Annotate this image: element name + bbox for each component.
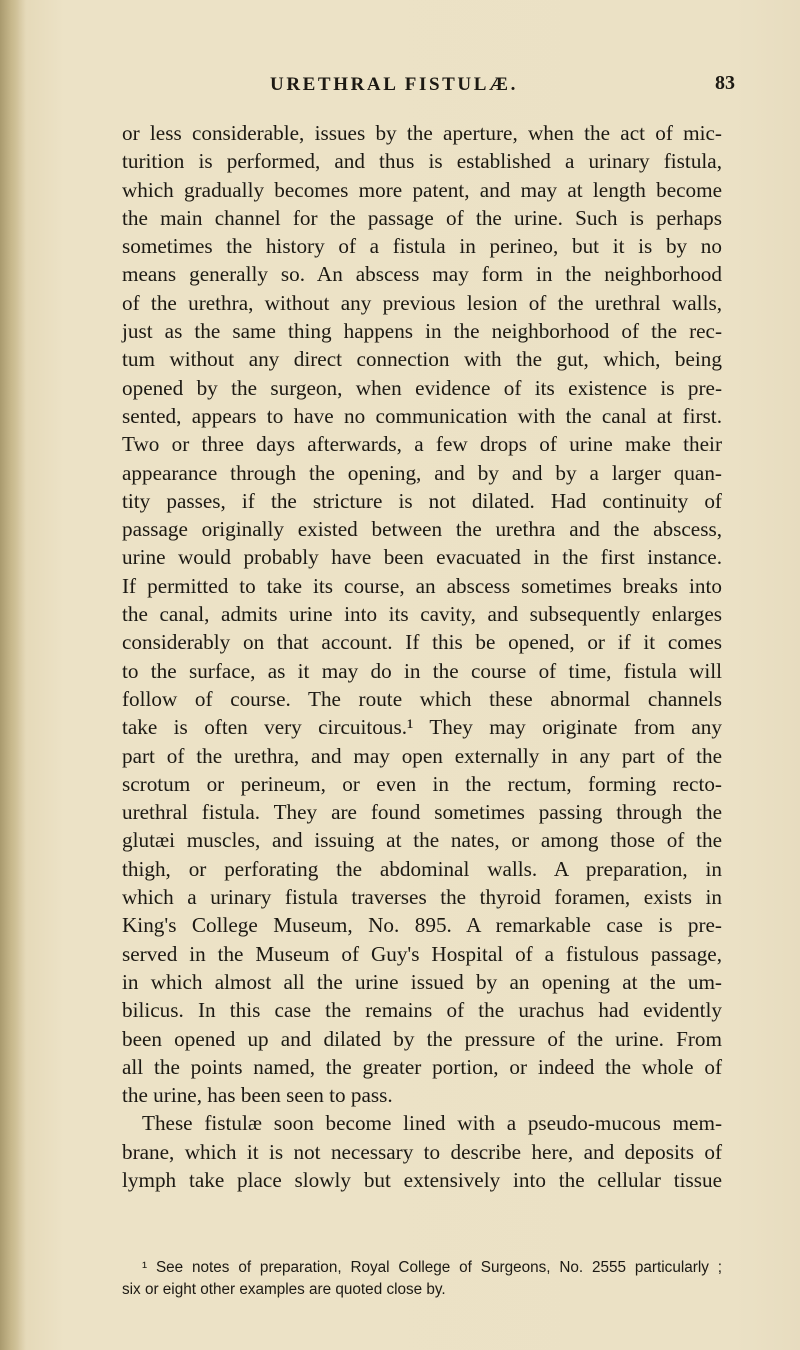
text-line: opened by the surgeon, when evidence of its existence is pre- [122, 375, 722, 400]
text-line: the canal, admits urine into its cavity, and subsequently enlarges [122, 602, 722, 627]
paragraph-start-line: These fistulæ soon become lined with a pseudo-mucous mem- [142, 1111, 722, 1136]
text-line: Two or three days afterwards, a few drops of urine make their [122, 432, 722, 457]
text-line: or less considerable, issues by the aperture, when the act of mic- [122, 121, 722, 145]
paragraph-end-line: the urine, has been seen to pass. [122, 1083, 393, 1108]
text-line: If permitted to take its course, an abscess sometimes breaks into [122, 573, 722, 598]
running-head [122, 0, 735, 110]
text-line: bilicus. In this case the remains of the urachus had evidently [122, 998, 722, 1023]
text-line: appearance through the opening, and by and by a larger quan- [122, 460, 722, 485]
text-line: in which almost all the urine issued by an opening at the um- [122, 969, 722, 994]
text-line: take is often very circuitous.¹ They may originate from any [122, 715, 722, 740]
page-gutter-shadow [0, 0, 26, 1350]
text-line: sented, appears to have no communication with the canal at first. [122, 403, 722, 428]
text-line: been opened up and dilated by the pressure of the urine. From [122, 1026, 722, 1051]
text-line: which gradually becomes more patent, and may at length become [122, 177, 722, 202]
text-line: tity passes, if the stricture is not dilated. Had continuity of [122, 488, 722, 513]
text-line: follow of course. The route which these abnormal channels [122, 686, 722, 711]
text-line: scrotum or perineum, or even in the rectum, forming recto- [122, 771, 722, 796]
running-head-title: URETHRAL FISTULÆ. [270, 74, 518, 95]
text-line: considerably on that account. If this be opened, or if it comes [122, 630, 722, 655]
text-line: King's College Museum, No. 895. A remarkable case is pre- [122, 913, 722, 938]
text-line: urethral fistula. They are found sometimes passing through the [122, 800, 722, 825]
text-line: turition is performed, and thus is established a urinary fistula, [122, 149, 722, 174]
book-page [122, 0, 735, 1298]
text-line: brane, which it is not necessary to describe here, and deposits of [122, 1139, 722, 1164]
text-line: to the surface, as it may do in the course of time, fistula will [122, 658, 722, 683]
text-line: the main channel for the passage of the urine. Such is perhaps [122, 205, 722, 230]
text-line: means generally so. An abscess may form in the neighborhood [122, 262, 722, 287]
text-line: tum without any direct connection with the gut, which, being [122, 347, 722, 372]
text-line: glutæi muscles, and issuing at the nates, or among those of the [122, 828, 722, 853]
footnote-line: six or eight other examples are quoted close by. [122, 1281, 446, 1298]
text-line: urine would probably have been evacuated in the first instance. [122, 545, 722, 570]
text-line: sometimes the history of a fistula in perineo, but it is by no [122, 234, 722, 259]
text-line: lymph take place slowly but extensively into the cellular tissue [122, 1167, 722, 1192]
text-line: all the points named, the greater portion, or indeed the whole of [122, 1054, 722, 1079]
text-line: passage originally existed between the urethra and the abscess, [122, 517, 722, 542]
text-line: just as the same thing happens in the neighborhood of the rec- [122, 319, 722, 344]
text-line: which a urinary fistula traverses the thyroid foramen, exists in [122, 885, 722, 910]
text-line: served in the Museum of Guy's Hospital of a fistulous passage, [122, 941, 722, 966]
text-line: of the urethra, without any previous lesion of the urethral walls, [122, 290, 722, 315]
footnote [122, 1257, 722, 1301]
text-line: thigh, or perforating the abdominal walls. A preparation, in [122, 856, 722, 881]
footnote-line: ¹ See notes of preparation, Royal College of Surgeons, No. 2555 particularly ; [142, 1259, 722, 1276]
page-number: 83 [715, 72, 735, 94]
text-line: part of the urethra, and may open externally in any part of the [122, 743, 722, 768]
body-text [122, 119, 722, 1194]
